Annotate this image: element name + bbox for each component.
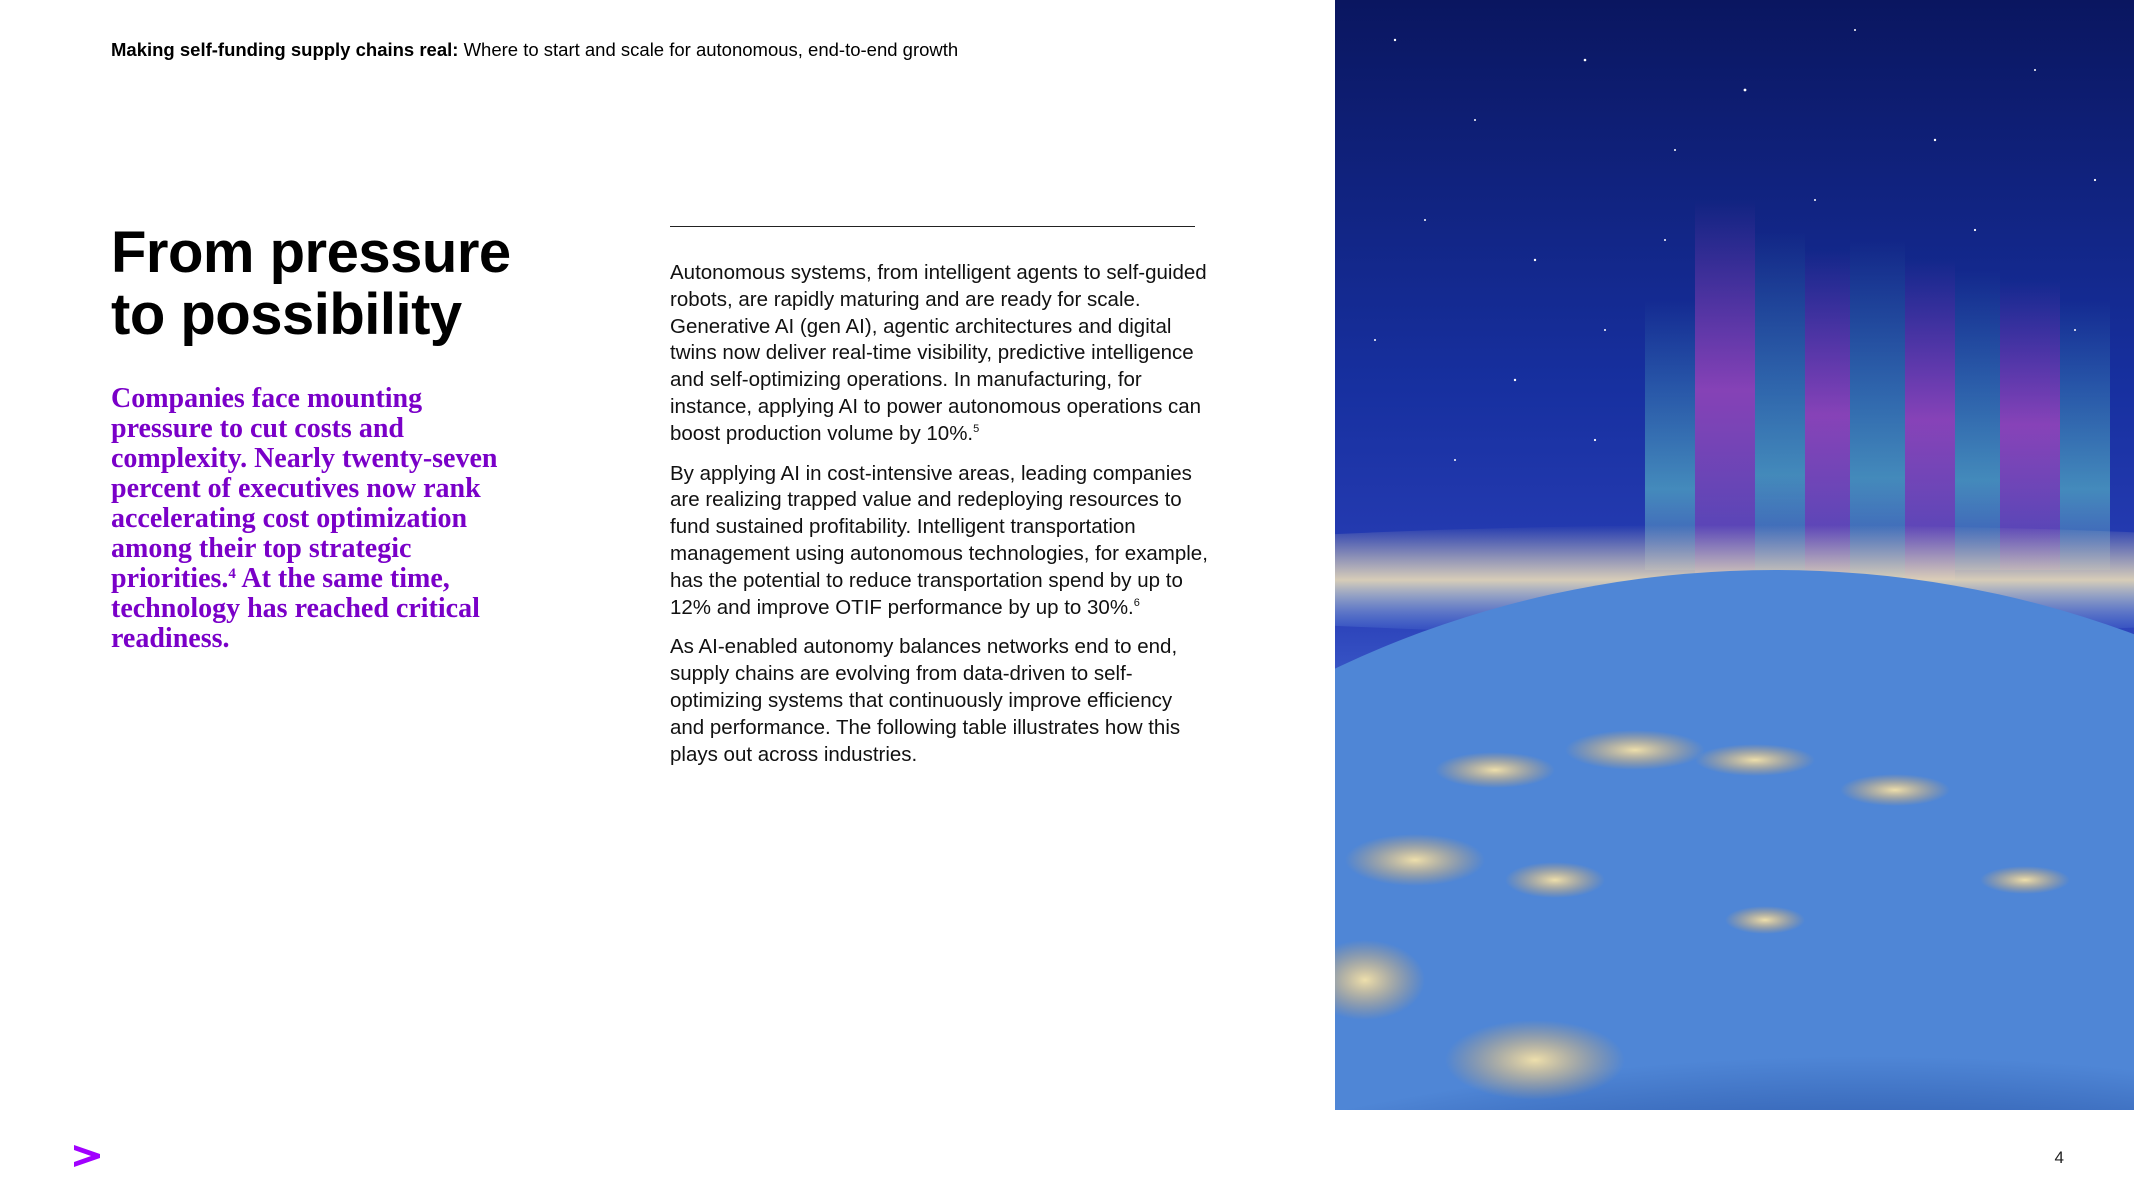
header-bold: Making self-funding supply chains real: [111,39,459,60]
page-number: 4 [2054,1148,2064,1167]
page-title [111,222,511,346]
body-paragraph-2 [670,461,1210,622]
title-line-2: to possibility [111,282,462,347]
body-text-3: As AI-enabled autonomy balances networks end to end, supply chains are evolving from data-driven to self-optimizing systems that continuously improve efficiency and performance. The following table illustrates how this plays out across industries. [670,635,1181,766]
running-header [111,38,958,62]
body-copy [670,260,1210,781]
body-paragraph-1 [670,260,1210,448]
title-line-1: From pressure [111,220,511,285]
section-divider [670,226,1195,227]
header-rest: Where to start and scale for autonomous, end-to-end growth [463,39,959,60]
lead-text-2: At the same time, technology has reached critical readiness. [111,563,480,654]
accenture-greater-than-icon[interactable] [74,1145,100,1172]
earth-aurora-image [1335,0,2134,1110]
lead-footnote-ref[interactable]: 4 [228,566,236,582]
lead-text-1: Companies face mounting pressure to cut costs and complexity. Nearly twenty-seven percent of executives now rank accelerating cost optimization among their top strategic priorities. [111,383,498,594]
footnote-ref-6[interactable]: 6 [1133,596,1140,609]
body-text-1: Autonomous systems, from intelligent agents to self-guided robots, are rapidly maturing and are ready for scale. Generative AI (gen AI), agentic architectures and digital twins now deliver real-time visibility, predictive intelligence and self-optimizing operations. In manufacturing, for instance, applying AI to power autonomous operations can boost production volume by 10%. [670,261,1207,445]
body-text-2: By applying AI in cost-intensive areas, leading companies are realizing trapped value and redeploying resources to fund sustained profitability. Intelligent transportation management using autonomous technologies, for example, has the potential to reduce transportation spend by up to 12% and improve OTIF performance by up to 30%. [670,461,1208,619]
lead-paragraph [111,384,511,654]
body-paragraph-3 [670,634,1210,768]
footnote-ref-5[interactable]: 5 [973,422,980,435]
